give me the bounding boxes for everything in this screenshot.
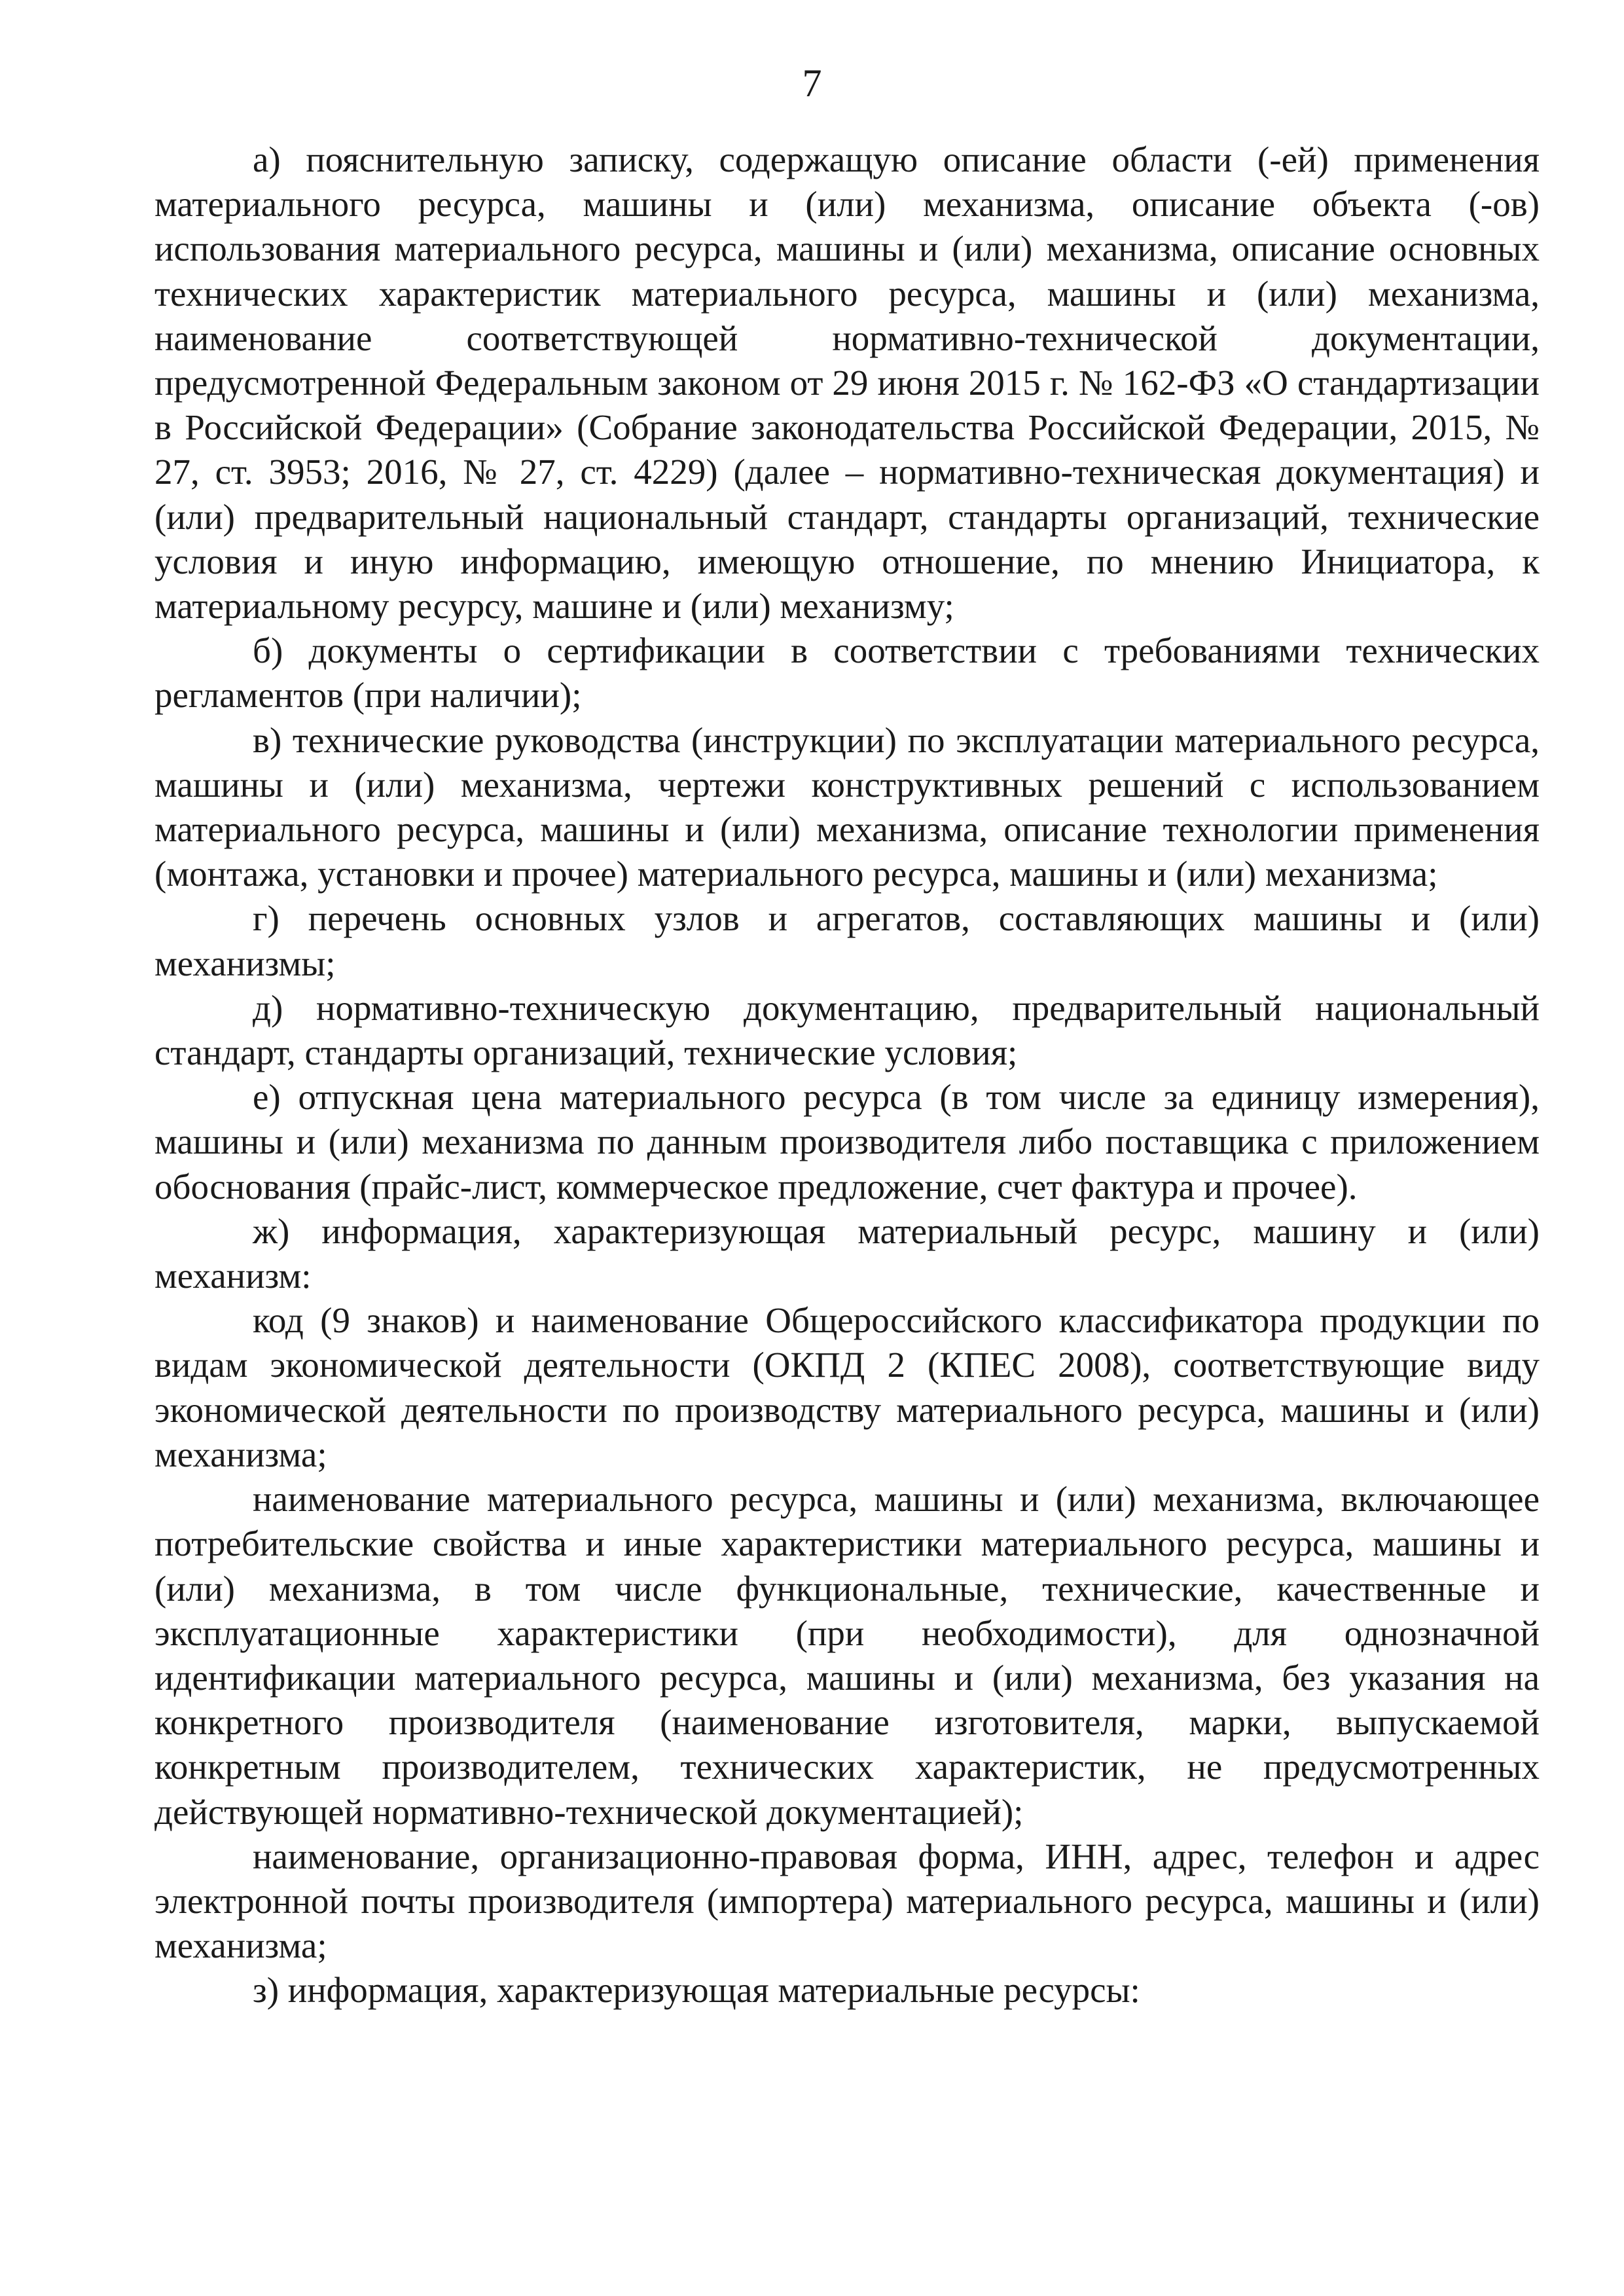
paragraph-e-selling-price: е) отпускная цена материального ресурса (в том числе за единицу измерения), машины и (или) механизма по данным производителя либо поставщика с приложением обоснования (прайс-лист, коммерческое предложение, счет фактура и прочее). — [154, 1077, 1540, 1207]
paragraph-okpd2-code: код (9 знаков) и наименование Общероссийского классификатора продукции по видам экономической деятельности (ОКПД 2 (КПЕС 2008), соответствующие виду экономической деятельности по производству материального ресурса, машины и (или) механизма; — [154, 1300, 1540, 1474]
document-body — [154, 137, 1540, 2013]
paragraph-v-technical-manuals: в) технические руководства (инструкции) по эксплуатации материального ресурса, машины и (или) механизма, чертежи конструктивных решений с использованием материального ресурса, машины и (или) механизма, описание технологии применения (монтажа, установки и прочее) материального ресурса, машины и (или) механизма; — [154, 720, 1540, 894]
paragraph-manufacturer-details: наименование, организационно-правовая форма, ИНН, адрес, телефон и адрес электронной почты производителя (импортера) материального ресурса, машины и (или) механизма; — [154, 1836, 1540, 1966]
paragraph-zh-resource-information: ж) информация, характеризующая материальный ресурс, машину и (или) механизм: — [154, 1211, 1540, 1296]
paragraph-d-normative-documentation: д) нормативно-техническую документацию, предварительный национальный стандарт, стандарты организаций, технические условия; — [154, 987, 1540, 1073]
paragraph-z-material-resources: з) информация, характеризующая материальные ресурсы: — [253, 1970, 1140, 2011]
paragraph-b-certification-documents: б) документы о сертификации в соответствии с требованиями технических регламентов (при наличии); — [154, 630, 1540, 716]
page-number: 7 — [802, 62, 822, 105]
paragraph-g-units-list: г) перечень основных узлов и агрегатов, составляющих машины и (или) механизмы; — [154, 898, 1540, 983]
paragraph-resource-name: наименование материального ресурса, машины и (или) механизма, включающее потребительские свойства и иные характеристики материального ресурса, машины и (или) механизма, в том числе функциональные, технические, качественные и эксплуатационные характеристики (при необходимости), для однозначной идентификации материального ресурса, машины и (или) механизма, без указания на конкретного производителя (наименование изготовителя, марки, выпускаемой конкретным производителем, технических характеристик, не предусмотренных действующей нормативно-технической документацией); — [154, 1479, 1540, 1832]
paragraph-a-explanatory-note: а) пояснительную записку, содержащую описание области (-ей) применения материального ресурса, машины и (или) механизма, описание объекта (-ов) использования материального ресурса, машины и (или) механизма, описание основных технических характеристик материального ресурса, машины и (или) механизма, наименование соответствующей нормативно-технической документации, предусмотренной Федеральным законом от 29 июня 2015 г. № 162-ФЗ «О стандартизации в Российской Федерации» (Собрание законодательства Российской Федерации, 2015, № 27, ст. 3953; 2016, № 27, ст. 4229) (далее – нормативно-техническая документация) и (или) предварительный национальный стандарт, стандарты организаций, технические условия и иную информацию, имеющую отношение, по мнению Инициатора, к материальному ресурсу, машине и (или) механизму; — [154, 139, 1540, 627]
